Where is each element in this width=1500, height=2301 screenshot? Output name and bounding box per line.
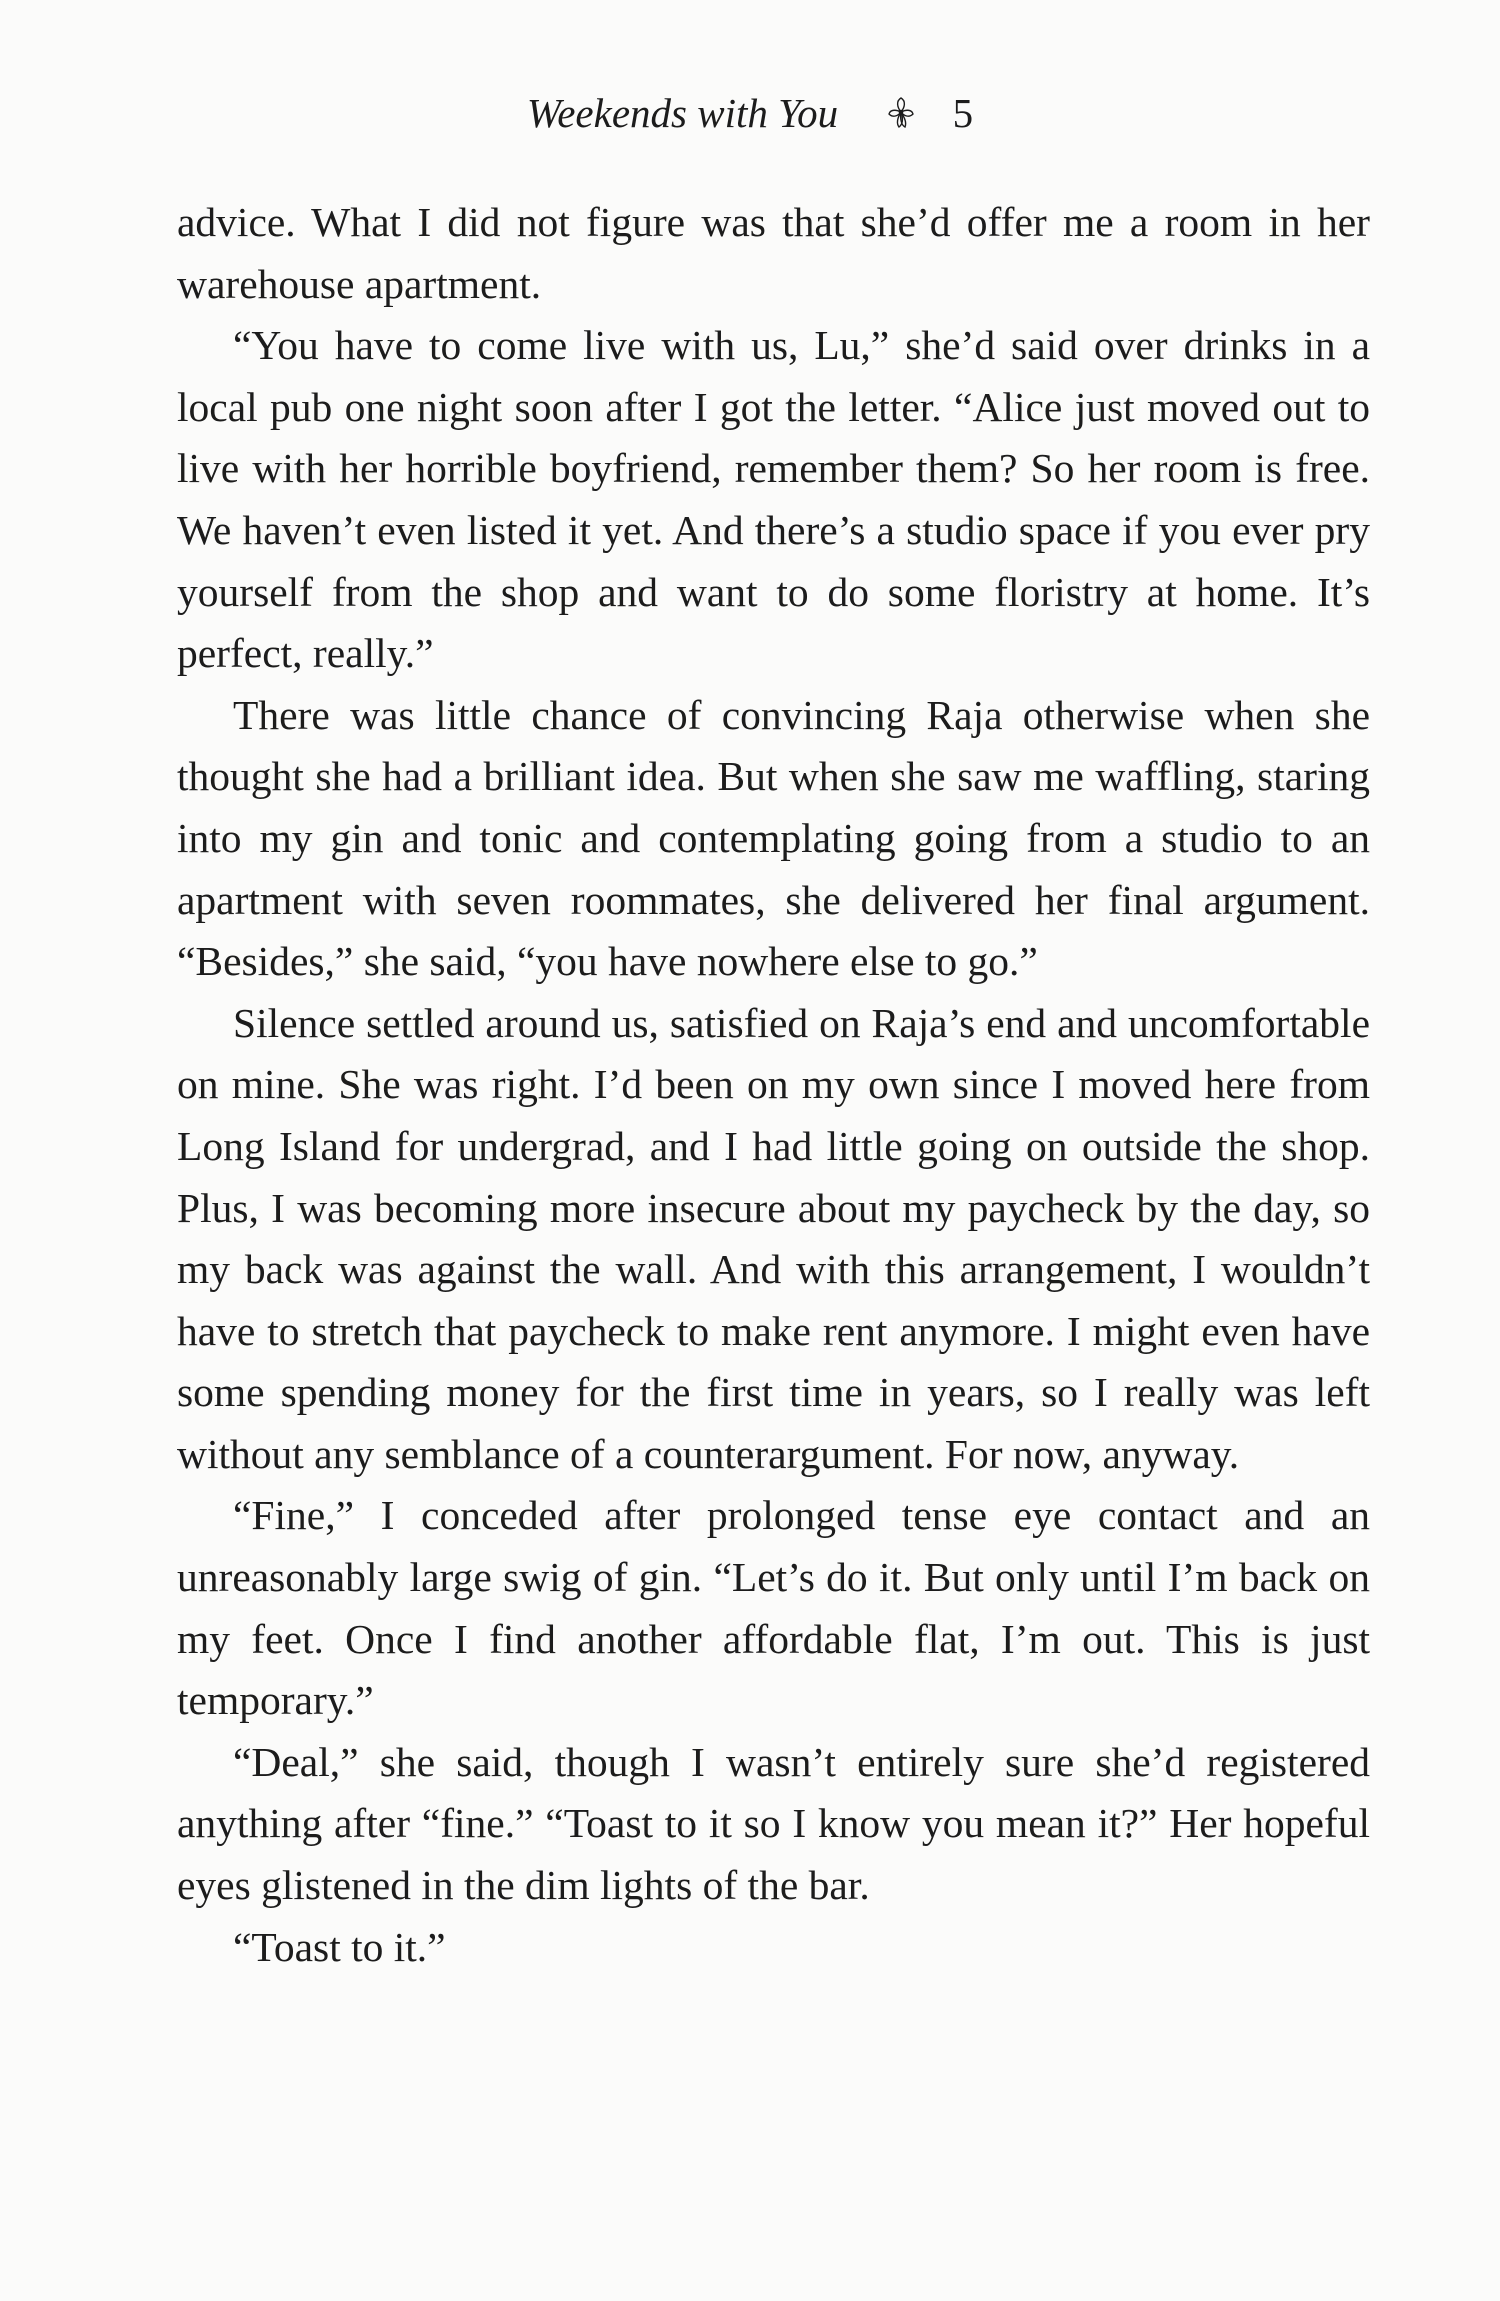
paragraph: Silence settled around us, satisfied on Raja’s end and uncomfortable on mine. She was right. I’d been on my own since I moved here from Long Island for undergrad, and I had little going on outside the shop. Plus, I was becoming more insecure about my paycheck by the day, so my back was against the wall. And with this arrangement, I wouldn’t have to stretch that paycheck to make rent anymore. I might even have some spending money for the first time in years, so I really was left without any semblance of a counterargument. For now, anyway. xyxy=(177,999,1370,1477)
paragraph: There was little chance of convincing Raja otherwise when she thought she had a brilliant idea. But when she saw me waffling, staring into my gin and tonic and contemplating going from a studio to an apartment with seven roommates, she delivered her final argument. “Besides,” she said, “you have nowhere else to go.” xyxy=(177,691,1370,985)
paragraph: “Fine,” I conceded after prolonged tense eye contact and an unreasonably large swig of gin. “Let’s do it. But only until I’m back on my feet. Once I find another affordable flat, I’m out. This is just temporary.” xyxy=(177,1492,1370,1724)
page-number: 5 xyxy=(952,90,974,136)
paragraph: “You have to come live with us, Lu,” she’d said over drinks in a local pub one night soon after I got the letter. “Alice just moved out to live with her horrible boyfriend, remember them? So her room is free. We haven’t even listed it yet. And there’s a studio space if you ever pry yourself from the shop and want to do some floristry at home. It’s perfect, really.” xyxy=(177,322,1370,677)
body-text xyxy=(177,192,1370,1978)
paragraph: advice. What I did not figure was that she’d offer me a room in her warehouse apartment. xyxy=(177,199,1370,307)
running-header xyxy=(0,78,1500,152)
paragraph: “Toast to it.” xyxy=(233,1923,446,1970)
paragraph: “Deal,” she said, though I wasn’t entirely sure she’d registered anything after “fine.” “Toast to it so I know you mean it?” Her hopeful eyes glistened in the dim lights of the bar. xyxy=(177,1738,1370,1909)
book-title: Weekends with You xyxy=(526,90,839,136)
flower-ornament-icon xyxy=(886,82,916,152)
